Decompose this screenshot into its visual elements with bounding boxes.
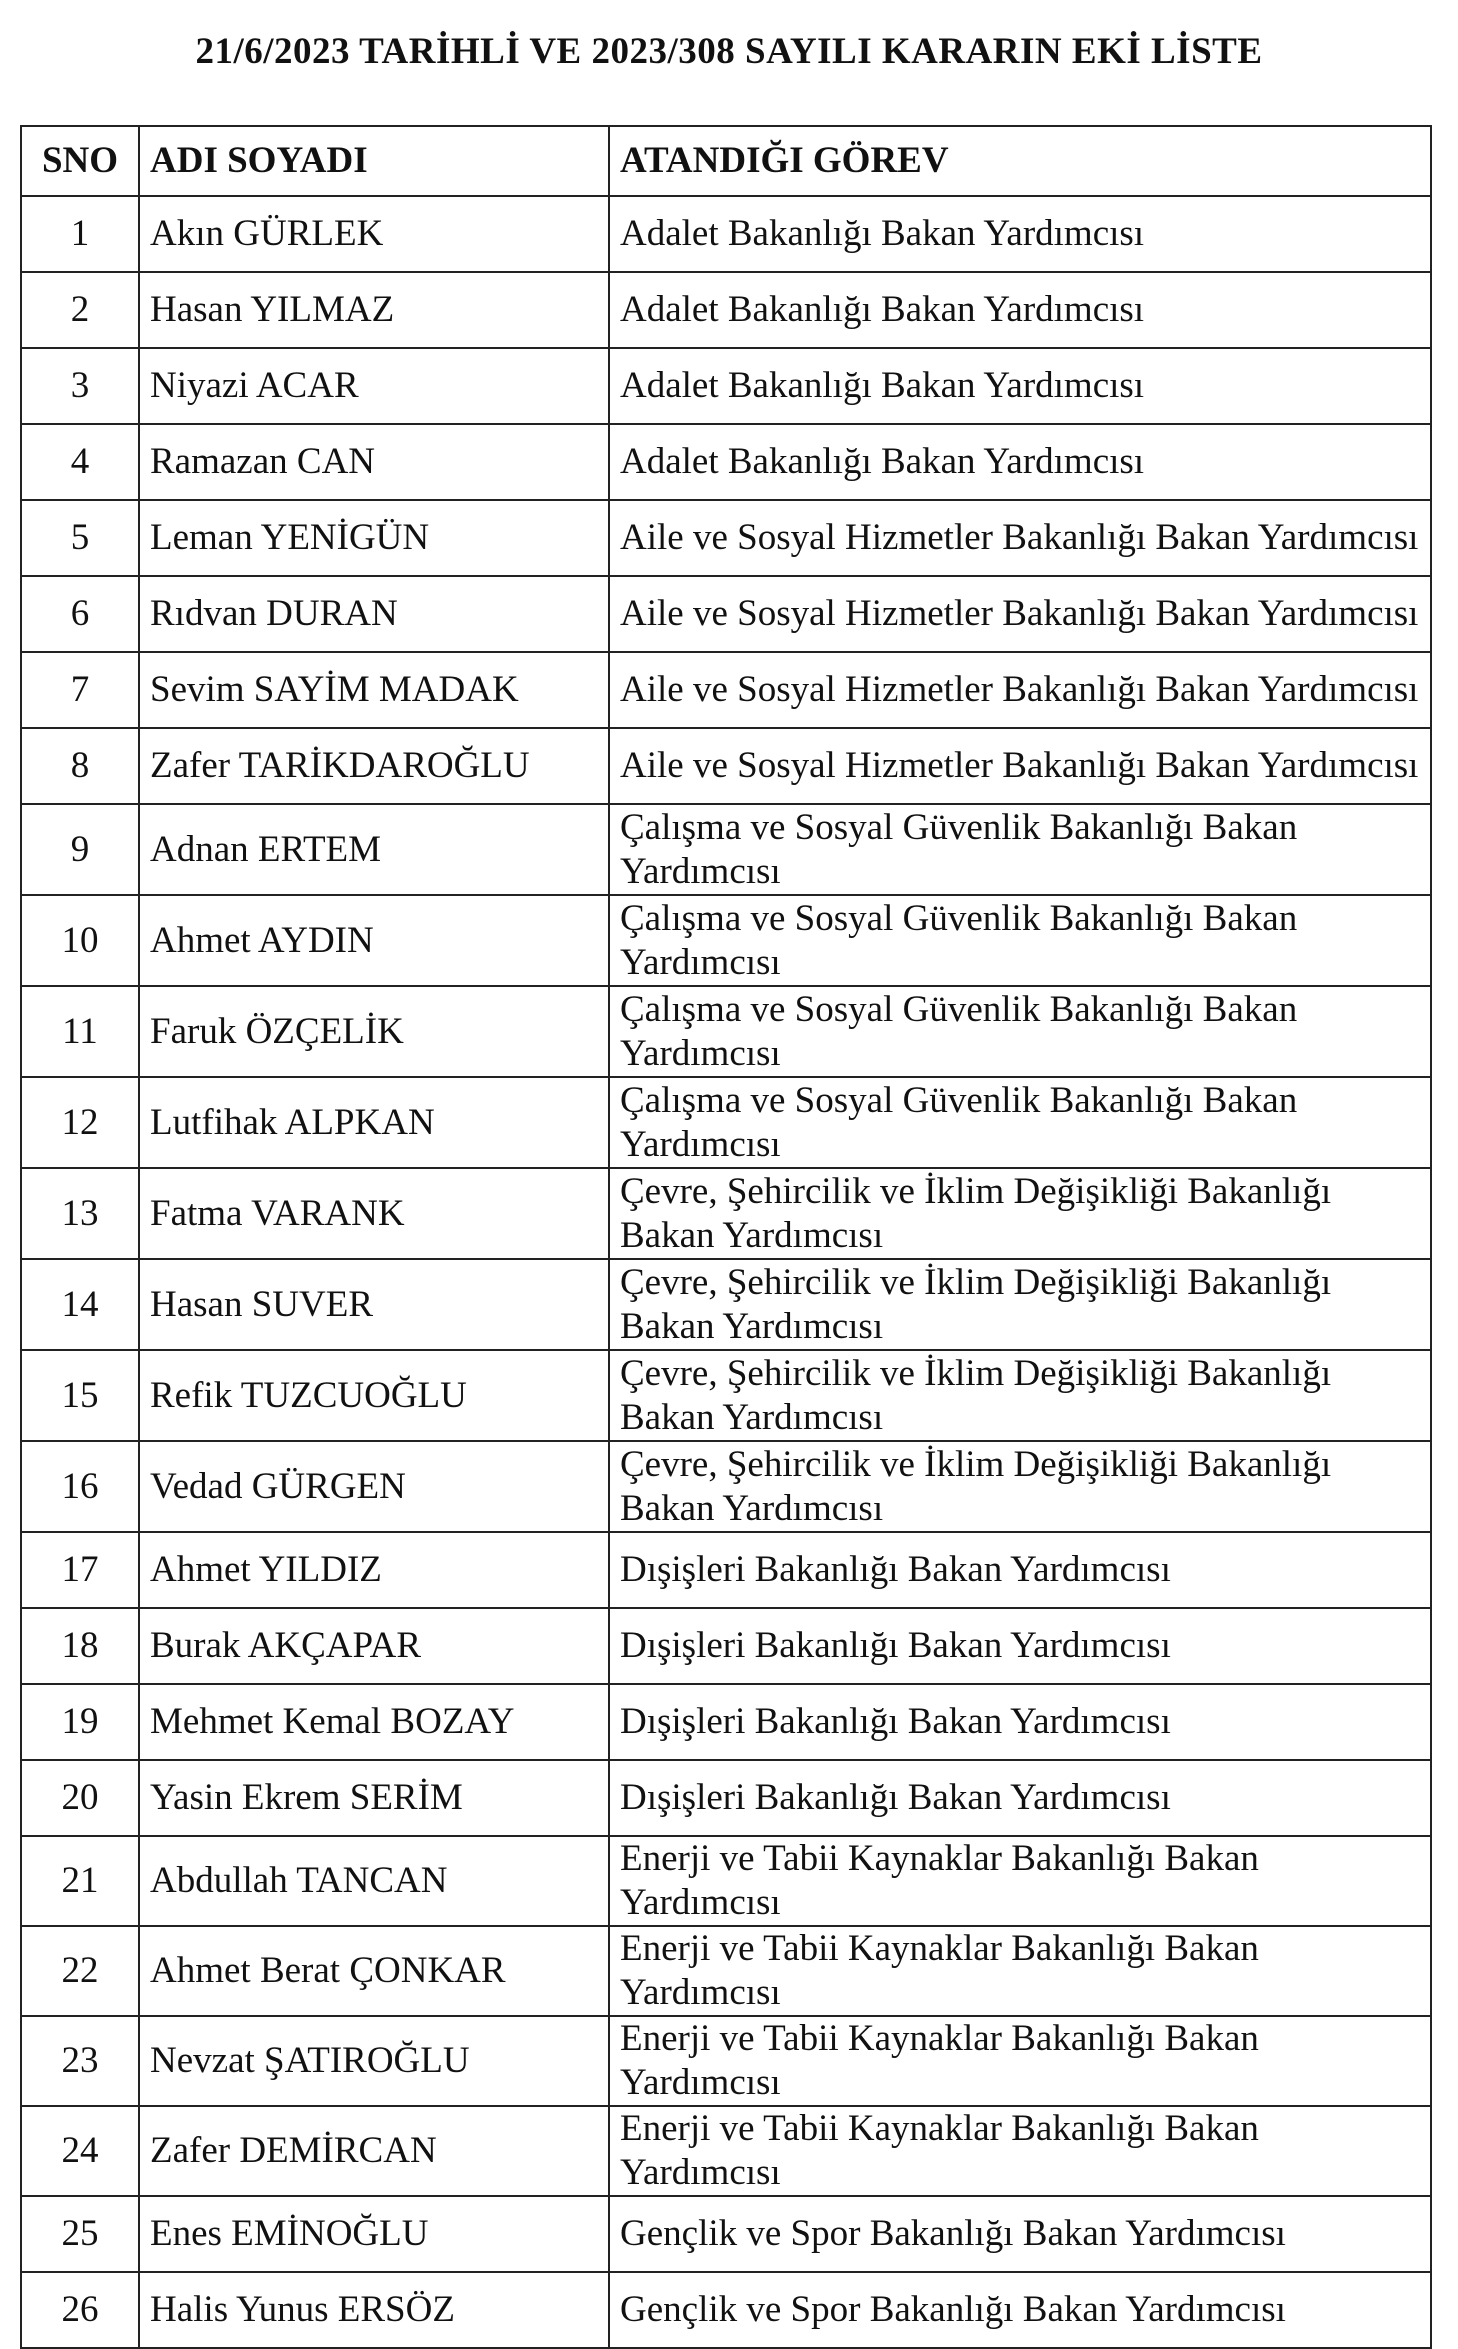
name-cell: Nevzat ŞATIROĞLU xyxy=(139,2016,609,2106)
duty-cell: Çevre, Şehircilik ve İklim Değişikliği Bakanlığı Bakan Yardımcısı xyxy=(609,1441,1431,1532)
table-header-row xyxy=(21,126,1431,196)
duty-cell: Adalet Bakanlığı Bakan Yardımcısı xyxy=(609,196,1431,272)
table-row xyxy=(21,804,1431,895)
table-row xyxy=(21,728,1431,804)
name-cell: Ahmet AYDIN xyxy=(139,895,609,986)
duty-cell: Adalet Bakanlığı Bakan Yardımcısı xyxy=(609,348,1431,424)
sno-cell: 24 xyxy=(21,2106,139,2196)
table-row xyxy=(21,1259,1431,1350)
header-sno: SNO xyxy=(21,126,139,196)
duty-cell: Enerji ve Tabii Kaynaklar Bakanlığı Bakan Yardımcısı xyxy=(609,1926,1431,2016)
table-row xyxy=(21,1836,1431,1926)
sno-cell: 25 xyxy=(21,2196,139,2272)
name-cell: Yasin Ekrem SERİM xyxy=(139,1760,609,1836)
sno-cell: 18 xyxy=(21,1608,139,1684)
table-row xyxy=(21,652,1431,728)
sno-cell: 10 xyxy=(21,895,139,986)
sno-cell: 16 xyxy=(21,1441,139,1532)
table-row xyxy=(21,1926,1431,2016)
sno-cell: 19 xyxy=(21,1684,139,1760)
duty-cell: Adalet Bakanlığı Bakan Yardımcısı xyxy=(609,272,1431,348)
table-row xyxy=(21,2106,1431,2196)
name-cell: Akın GÜRLEK xyxy=(139,196,609,272)
duty-cell: Dışişleri Bakanlığı Bakan Yardımcısı xyxy=(609,1608,1431,1684)
duty-cell: Aile ve Sosyal Hizmetler Bakanlığı Bakan Yardımcısı xyxy=(609,500,1431,576)
sno-cell: 20 xyxy=(21,1760,139,1836)
duty-cell: Çalışma ve Sosyal Güvenlik Bakanlığı Bakan Yardımcısı xyxy=(609,986,1431,1077)
table-row xyxy=(21,196,1431,272)
sno-cell: 17 xyxy=(21,1532,139,1608)
duty-cell: Adalet Bakanlığı Bakan Yardımcısı xyxy=(609,424,1431,500)
duty-cell: Dışişleri Bakanlığı Bakan Yardımcısı xyxy=(609,1532,1431,1608)
table-row xyxy=(21,348,1431,424)
name-cell: Lutfihak ALPKAN xyxy=(139,1077,609,1168)
table-row xyxy=(21,424,1431,500)
name-cell: Hasan YILMAZ xyxy=(139,272,609,348)
name-cell: Adnan ERTEM xyxy=(139,804,609,895)
duty-cell: Aile ve Sosyal Hizmetler Bakanlığı Bakan Yardımcısı xyxy=(609,728,1431,804)
sno-cell: 7 xyxy=(21,652,139,728)
table-row xyxy=(21,895,1431,986)
table-row xyxy=(21,1441,1431,1532)
name-cell: Burak AKÇAPAR xyxy=(139,1608,609,1684)
name-cell: Refik TUZCUOĞLU xyxy=(139,1350,609,1441)
duty-cell: Çevre, Şehircilik ve İklim Değişikliği Bakanlığı Bakan Yardımcısı xyxy=(609,1350,1431,1441)
sno-cell: 12 xyxy=(21,1077,139,1168)
table-row xyxy=(21,1532,1431,1608)
table-row xyxy=(21,500,1431,576)
duty-cell: Enerji ve Tabii Kaynaklar Bakanlığı Bakan Yardımcısı xyxy=(609,2106,1431,2196)
table-row xyxy=(21,986,1431,1077)
sno-cell: 4 xyxy=(21,424,139,500)
sno-cell: 1 xyxy=(21,196,139,272)
sno-cell: 3 xyxy=(21,348,139,424)
sno-cell: 23 xyxy=(21,2016,139,2106)
name-cell: Zafer TARİKDAROĞLU xyxy=(139,728,609,804)
name-cell: Zafer DEMİRCAN xyxy=(139,2106,609,2196)
name-cell: Ramazan CAN xyxy=(139,424,609,500)
name-cell: Ahmet Berat ÇONKAR xyxy=(139,1926,609,2016)
duty-cell: Dışişleri Bakanlığı Bakan Yardımcısı xyxy=(609,1684,1431,1760)
table-row xyxy=(21,2196,1431,2272)
table-row xyxy=(21,2272,1431,2348)
table-row xyxy=(21,1168,1431,1259)
sno-cell: 2 xyxy=(21,272,139,348)
sno-cell: 26 xyxy=(21,2272,139,2348)
sno-cell: 11 xyxy=(21,986,139,1077)
name-cell: Hasan SUVER xyxy=(139,1259,609,1350)
name-cell: Enes EMİNOĞLU xyxy=(139,2196,609,2272)
sno-cell: 9 xyxy=(21,804,139,895)
sno-cell: 5 xyxy=(21,500,139,576)
duty-cell: Gençlik ve Spor Bakanlığı Bakan Yardımcısı xyxy=(609,2196,1431,2272)
sno-cell: 8 xyxy=(21,728,139,804)
header-duty: ATANDIĞI GÖREV xyxy=(609,126,1431,196)
duty-cell: Gençlik ve Spor Bakanlığı Bakan Yardımcısı xyxy=(609,2272,1431,2348)
sno-cell: 6 xyxy=(21,576,139,652)
name-cell: Sevim SAYİM MADAK xyxy=(139,652,609,728)
duty-cell: Çalışma ve Sosyal Güvenlik Bakanlığı Bakan Yardımcısı xyxy=(609,1077,1431,1168)
name-cell: Vedad GÜRGEN xyxy=(139,1441,609,1532)
name-cell: Rıdvan DURAN xyxy=(139,576,609,652)
duty-cell: Aile ve Sosyal Hizmetler Bakanlığı Bakan Yardımcısı xyxy=(609,652,1431,728)
appointment-table xyxy=(20,125,1432,2349)
name-cell: Abdullah TANCAN xyxy=(139,1836,609,1926)
name-cell: Mehmet Kemal BOZAY xyxy=(139,1684,609,1760)
table-row xyxy=(21,576,1431,652)
name-cell: Halis Yunus ERSÖZ xyxy=(139,2272,609,2348)
table-row xyxy=(21,1608,1431,1684)
name-cell: Fatma VARANK xyxy=(139,1168,609,1259)
table-row xyxy=(21,1684,1431,1760)
table-row xyxy=(21,272,1431,348)
name-cell: Ahmet YILDIZ xyxy=(139,1532,609,1608)
sno-cell: 21 xyxy=(21,1836,139,1926)
duty-cell: Dışişleri Bakanlığı Bakan Yardımcısı xyxy=(609,1760,1431,1836)
sno-cell: 22 xyxy=(21,1926,139,2016)
page-title: 21/6/2023 TARİHLİ VE 2023/308 SAYILI KARARIN EKİ LİSTE xyxy=(195,31,1263,72)
name-cell: Faruk ÖZÇELİK xyxy=(139,986,609,1077)
duty-cell: Enerji ve Tabii Kaynaklar Bakanlığı Bakan Yardımcısı xyxy=(609,1836,1431,1926)
table-row xyxy=(21,1760,1431,1836)
duty-cell: Enerji ve Tabii Kaynaklar Bakanlığı Bakan Yardımcısı xyxy=(609,2016,1431,2106)
header-name: ADI SOYADI xyxy=(139,126,609,196)
table-row xyxy=(21,1350,1431,1441)
duty-cell: Çalışma ve Sosyal Güvenlik Bakanlığı Bakan Yardımcısı xyxy=(609,895,1431,986)
duty-cell: Çevre, Şehircilik ve İklim Değişikliği Bakanlığı Bakan Yardımcısı xyxy=(609,1259,1431,1350)
sno-cell: 15 xyxy=(21,1350,139,1441)
name-cell: Leman YENİGÜN xyxy=(139,500,609,576)
sno-cell: 14 xyxy=(21,1259,139,1350)
duty-cell: Aile ve Sosyal Hizmetler Bakanlığı Bakan Yardımcısı xyxy=(609,576,1431,652)
table-row xyxy=(21,2016,1431,2106)
duty-cell: Çevre, Şehircilik ve İklim Değişikliği Bakanlığı Bakan Yardımcısı xyxy=(609,1168,1431,1259)
duty-cell: Çalışma ve Sosyal Güvenlik Bakanlığı Bakan Yardımcısı xyxy=(609,804,1431,895)
table-row xyxy=(21,1077,1431,1168)
sno-cell: 13 xyxy=(21,1168,139,1259)
name-cell: Niyazi ACAR xyxy=(139,348,609,424)
